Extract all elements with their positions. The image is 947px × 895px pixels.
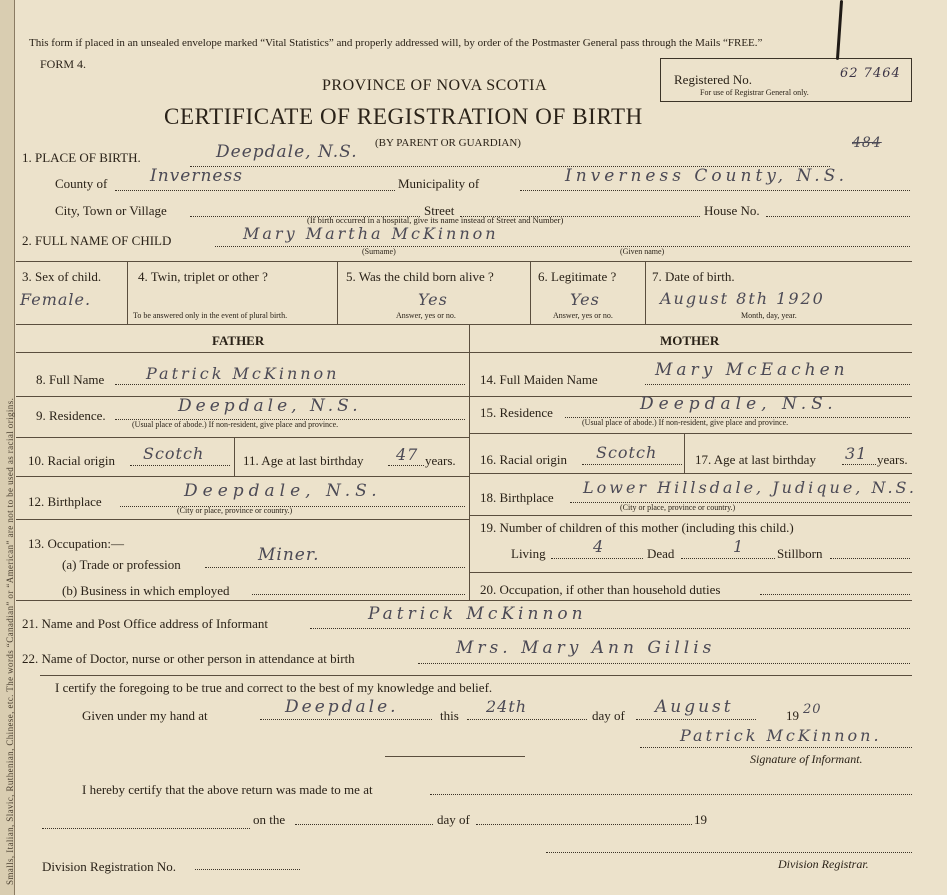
date-of-birth-value: August 8th 1920 [660, 289, 825, 308]
on-the-label: on the [253, 812, 286, 827]
registrar-month-line [476, 824, 692, 825]
certify-text: I certify the foregoing to be true and correct to the best of my knowledge and belief. [55, 680, 493, 695]
mother-age-value: 31 [845, 444, 868, 463]
date-of-birth-note: Month, day, year. [741, 311, 797, 320]
mother-name-label: 14. Full Maiden Name [480, 372, 598, 387]
mother-name-line [645, 384, 910, 385]
divider [16, 352, 912, 353]
divider [469, 515, 912, 516]
stillborn-line [830, 558, 910, 559]
mother-racial-value: Scotch [596, 443, 658, 462]
left-binding-edge [0, 0, 15, 895]
given-label: Given under my hand at [82, 708, 208, 723]
year-prefix: 19 [786, 708, 799, 723]
given-name-note: (Given name) [620, 247, 665, 256]
hospital-note: (If birth occurred in a hospital, give its name instead of Street and Number) [307, 215, 564, 225]
county-line [115, 190, 395, 191]
edge-instruction-text: Smalls, Italian, Slavic, Ruthenian, Chinese, etc. The words “Canadian” or “American” are not to be used as racial origins. [5, 397, 15, 885]
place-of-birth-value: Deepdale, N.S. [216, 142, 358, 162]
divider [16, 261, 912, 262]
alive-value: Yes [418, 290, 448, 309]
father-residence-label: 9. Residence. [36, 408, 106, 423]
doctor-line [418, 663, 910, 664]
doctor-label: 22. Name of Doctor, nurse or other person in attendance at birth [22, 651, 355, 666]
divider [127, 261, 128, 324]
legitimate-value: Yes [570, 290, 600, 309]
province-heading: PROVINCE OF NOVA SCOTIA [322, 77, 548, 94]
divider [645, 261, 646, 324]
registered-number: 62 7464 [840, 66, 901, 81]
month-line [636, 719, 756, 720]
house-label: House No. [704, 203, 760, 218]
informant-line [310, 628, 910, 629]
informant-signature: Patrick McKinnon. [680, 726, 882, 745]
month-value: August [655, 697, 734, 717]
father-age-value: 47 [396, 445, 419, 464]
surname-note: (Surname) [362, 247, 396, 256]
municipality-value: Inverness County, N.S. [565, 166, 849, 186]
divider [469, 433, 912, 434]
house-line [766, 216, 910, 217]
page-subtitle: (BY PARENT OR GUARDIAN) [375, 137, 521, 149]
alive-label: 5. Was the child born alive ? [346, 269, 494, 284]
mother-birthplace-label: 18. Birthplace [480, 490, 554, 505]
mother-age-label: 17. Age at last birthday [695, 452, 816, 467]
registrar-note: For use of Registrar General only. [700, 88, 809, 97]
mother-years-label: years. [877, 452, 908, 467]
municipality-line [520, 190, 910, 191]
twin-note: To be answered only in the event of plural birth. [133, 311, 288, 320]
divider [684, 433, 685, 473]
legitimate-note: Answer, yes or no. [553, 311, 613, 320]
county-value: Inverness [150, 166, 243, 186]
living-line [551, 558, 643, 559]
parent-column-divider [469, 324, 470, 600]
father-racial-label: 10. Racial origin [28, 453, 116, 468]
divider [40, 675, 912, 676]
year-value: 20 [803, 702, 822, 717]
father-occupation-label: 13. Occupation:— [28, 536, 125, 551]
child-name-line [215, 246, 910, 247]
registrar-certify-text: I hereby certify that the above return was made to me at [82, 782, 373, 797]
father-age-line [388, 465, 424, 466]
registrar-year-prefix: 19 [694, 812, 707, 827]
registrar-signature-line [546, 852, 912, 853]
divider [16, 519, 469, 520]
day-of-label: day of [592, 708, 625, 723]
children-count-label: 19. Number of children of this mother (including this child.) [480, 520, 794, 535]
mother-age-line [842, 464, 876, 465]
informant-value: Patrick McKinnon [368, 604, 587, 624]
legitimate-label: 6. Legitimate ? [538, 269, 617, 284]
date-of-birth-label: 7. Date of birth. [652, 269, 735, 284]
father-business-label: (b) Business in which employed [62, 583, 230, 598]
division-registrar-label: Division Registrar. [778, 857, 869, 871]
mother-racial-label: 16. Racial origin [480, 452, 568, 467]
corner-number: 484 [852, 135, 882, 151]
father-racial-value: Scotch [143, 444, 205, 463]
child-name-value: Mary Martha McKinnon [243, 224, 499, 243]
municipality-label: Municipality of [398, 176, 480, 191]
father-name-value: Patrick McKinnon [146, 364, 340, 383]
registrar-place-line [430, 794, 912, 795]
father-residence-value: Deepdale, N.S. [178, 396, 362, 416]
divider [16, 437, 469, 438]
dead-line [681, 558, 775, 559]
father-trade-label: (a) Trade or profession [62, 557, 181, 572]
on-the-line [295, 824, 433, 825]
father-name-label: 8. Full Name [36, 372, 105, 387]
mother-heading: MOTHER [660, 333, 720, 348]
father-years-label: years. [425, 453, 456, 468]
divider [530, 261, 531, 324]
mother-residence-label: 15. Residence [480, 405, 553, 420]
mother-birthplace-value: Lower Hillsdale, Judique, N.S. [583, 478, 918, 497]
father-birthplace-note: (City or place, province or country.) [177, 506, 293, 515]
father-trade-line [205, 567, 465, 568]
father-heading: FATHER [212, 333, 265, 348]
divider [16, 600, 912, 601]
doctor-value: Mrs. Mary Ann Gillis [456, 638, 716, 658]
place-of-birth-label: 1. PLACE OF BIRTH. [22, 150, 141, 165]
mother-occupation-label: 20. Occupation, if other than household duties [480, 582, 721, 597]
division-number-label: Division Registration No. [42, 859, 176, 874]
divider [234, 437, 235, 476]
county-label: County of [55, 176, 108, 191]
form-number: FORM 4. [40, 57, 87, 71]
father-birthplace-value: Deepdale, N.S. [184, 481, 382, 501]
mother-birthplace-note: (City or place, province or country.) [620, 503, 736, 512]
division-number-line [195, 869, 300, 870]
sex-label: 3. Sex of child. [22, 269, 102, 284]
registrar-day-of-label: day of [437, 812, 470, 827]
mother-occupation-line [760, 594, 910, 595]
street-label: Street [424, 203, 455, 218]
day-value: 24th [486, 697, 528, 716]
father-birthplace-line [120, 506, 465, 507]
informant-label: 21. Name and Post Office address of Informant [22, 616, 268, 631]
mother-residence-note: (Usual place of abode.) If non-resident, give place and province. [582, 418, 789, 427]
mother-racial-line [582, 464, 682, 465]
divider [385, 756, 525, 757]
living-value: 4 [593, 537, 605, 556]
divider [337, 261, 338, 324]
divider [16, 476, 469, 477]
father-residence-note: (Usual place of abode.) If non-resident, give place and province. [132, 420, 339, 429]
twin-label: 4. Twin, triplet or other ? [138, 269, 268, 284]
mail-notice: This form if placed in an unsealed envelope marked “Vital Statistics” and properly addressed will, by order of the Postmaster General pass through the Mails “FREE.” [29, 37, 763, 49]
given-place-value: Deepdale. [285, 697, 399, 717]
this-label: this [440, 708, 459, 723]
stillborn-label: Stillborn [777, 546, 823, 561]
divider [16, 324, 912, 325]
mother-name-value: Mary McEachen [655, 360, 849, 380]
ink-stroke [836, 0, 843, 60]
alive-note: Answer, yes or no. [396, 311, 456, 320]
father-birthplace-label: 12. Birthplace [28, 494, 102, 509]
dead-value: 1 [733, 537, 745, 556]
child-name-label: 2. FULL NAME OF CHILD [22, 233, 172, 248]
given-place-line [260, 719, 432, 720]
father-name-line [115, 384, 465, 385]
dead-label: Dead [647, 546, 675, 561]
registered-label: Registered No. [674, 72, 752, 87]
signature-label: Signature of Informant. [750, 752, 863, 766]
father-age-label: 11. Age at last birthday [243, 453, 364, 468]
father-trade-value: Miner. [258, 545, 320, 565]
divider [469, 473, 912, 474]
signature-line [640, 747, 912, 748]
living-label: Living [511, 546, 546, 561]
divider [469, 572, 912, 573]
city-label: City, Town or Village [55, 203, 167, 218]
father-business-line [252, 594, 465, 595]
page-title: CERTIFICATE OF REGISTRATION OF BIRTH [164, 104, 643, 129]
registrar-extra-line [42, 828, 250, 829]
mother-residence-value: Deepdale, N.S. [640, 394, 838, 414]
father-racial-line [130, 465, 230, 466]
sex-value: Female. [20, 290, 92, 309]
day-line [467, 719, 587, 720]
